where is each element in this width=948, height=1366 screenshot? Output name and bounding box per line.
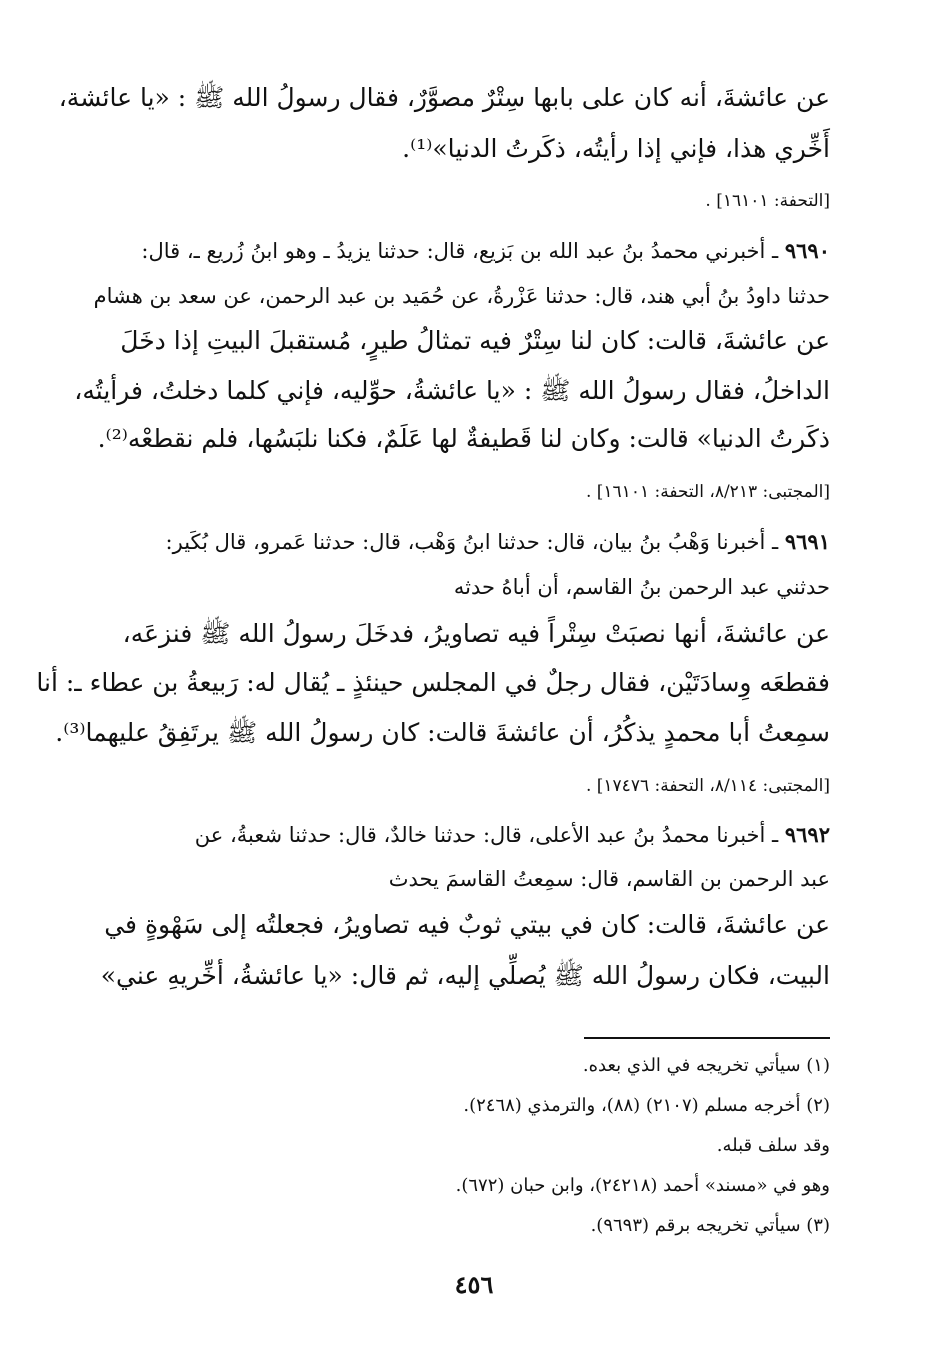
hadith-9692-chain: ٩٦٩٢ ـ أخبرنا محمدُ بنُ عبد الأعلى، قال: حدثنا خالدٌ، قال: حدثنا شعبةُ، عن xyxy=(194,822,830,847)
hadith-9690-chain: ٩٦٩٠ ـ أخبرني محمدُ بنُ عبد الله بن بَزيع، قال: حدثنا يزيدُ ـ وهو ابنُ زُريع ـ، قال: xyxy=(141,238,830,263)
text-line: أَخِّري هذا، فإني إذا رأيتُه، ذكَرتُ الدنيا»⁽¹⁾. xyxy=(402,134,830,163)
text-line: سمِعتُ أبا محمدٍ يذكُرُ، أن عائشةَ قالت: كان رسولُ الله ﷺ يرتَفِقُ عليهما⁽³⁾. xyxy=(55,718,830,747)
text-line: عن عائشةَ، أنها نصبَتْ سِتْراً فيه تصاويرُ، فدخَلَ رسولُ الله ﷺ فنزعَه، xyxy=(122,619,830,648)
footnote-divider xyxy=(584,1037,830,1039)
footnote: (٢) أخرجه مسلم (٢١٠٧) (٨٨)، والترمذي (٢٤٦٨). xyxy=(463,1095,830,1116)
text-line: عن عائشةَ، أنه كان على بابها سِتْرٌ مصوَّرٌ، فقال رسولُ الله ﷺ : «يا عائشة، xyxy=(58,83,830,112)
footnote: (١) سيأتي تخريجه في الذي بعده. xyxy=(582,1055,830,1076)
text-line: حدثني عبد الرحمن بنُ القاسم، أن أباهُ حدثه xyxy=(453,575,830,599)
footnote: (٣) سيأتي تخريجه برقم (٩٦٩٣). xyxy=(590,1215,830,1236)
text-line: ذكَرتُ الدنيا» قالت: وكان لنا قَطيفةٌ لها عَلَمٌ، فكنا نلبَسُها، فلم نقطعْه⁽²⁾. xyxy=(97,424,830,453)
reference-line: [المجتبى: ٨/٢١٣، التحفة: ١٦١٠١] . xyxy=(585,482,830,502)
reference-line: [التحفة: ١٦١٠١] . xyxy=(705,191,830,211)
hadith-number: ٩٦٩٢ xyxy=(784,822,830,847)
text-line: عبد الرحمن بن القاسم، قال: سمِعتُ القاسمَ يحدث xyxy=(388,867,830,891)
text-line: البيت، فكان رسولُ الله ﷺ يُصلِّي إليه، ثم قال: «يا عائشةُ، أخِّريهِ عني» xyxy=(100,961,830,990)
text-line: عن عائشةَ، قالت: كان في بيتي ثوبٌ فيه تصاويرُ، فجعلتُه إلى سَهْوةٍ في xyxy=(104,910,830,939)
text-line: حدثنا داودُ بنُ أبي هند، قال: حدثنا عَزْرةُ، عن حُمَيد بن عبد الرحمن، عن سعد بن هشام xyxy=(93,284,830,308)
page-number: ٤٥٦ xyxy=(454,1270,494,1299)
hadith-number: ٩٦٩٠ xyxy=(784,238,830,263)
footnote: وهو في «مسند» أحمد (٢٤٢١٨)، وابن حبان (٦٧٢). xyxy=(455,1175,830,1196)
text-line: عن عائشةَ، قالت: كان لنا سِتْرٌ فيه تمثالُ طيرٍ، مُستقبلَ البيتِ إذا دخَلَ xyxy=(120,326,830,355)
hadith-9691-chain: ٩٦٩١ ـ أخبرنا وَهْبُ بنُ بيان، قال: حدثنا ابنُ وَهْب، قال: حدثنا عَمرو، قال بُكَير: xyxy=(165,529,830,554)
footnote: وقد سلف قبله. xyxy=(716,1135,830,1156)
text-line: فقطعَه وِسادَتَيْن، فقال رجلٌ في المجلس حينئذٍ ـ يُقال له: رَبيعةُ بن عطاء ـ: أنا xyxy=(36,668,830,697)
text-line: الداخلُ، فقال رسولُ الله ﷺ : «يا عائشةُ، حوِّليه، فإني كلما دخلتُ، فرأيتُه، xyxy=(74,376,830,405)
reference-line: [المجتبى: ٨/١١٤، التحفة: ١٧٤٧٦] . xyxy=(585,776,830,796)
hadith-number: ٩٦٩١ xyxy=(784,529,830,554)
